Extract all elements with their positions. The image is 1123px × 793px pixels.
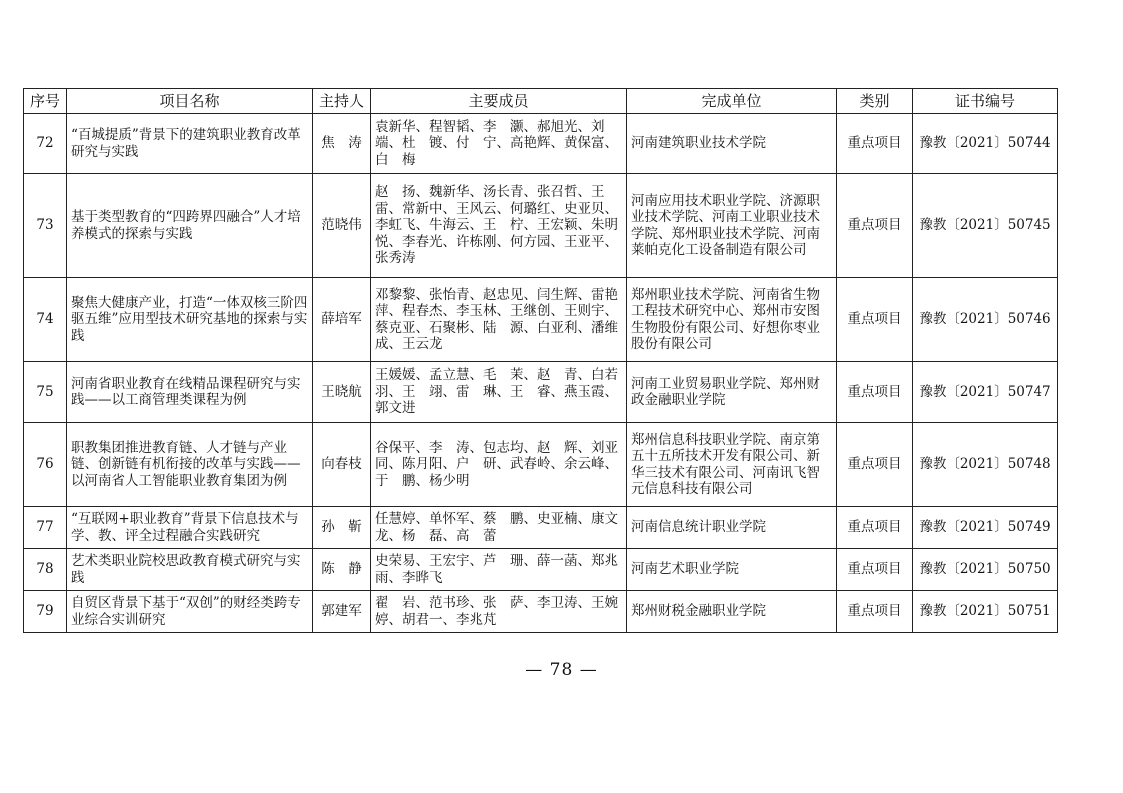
row-members: 史荣易、王宏宇、芦 珊、薛一菡、郑兆雨、李晔飞 <box>371 549 627 591</box>
row-category: 重点项目 <box>837 278 913 362</box>
row-members: 翟 岩、范书珍、张 萨、李卫涛、王婉婷、胡君一、李兆芃 <box>371 591 627 633</box>
row-members: 邓黎黎、张怡青、赵忠见、闫生辉、雷艳萍、程春杰、李玉林、王继创、王则宇、蔡克亚、石聚彬、陆 源、白亚利、潘维成、王云龙 <box>371 278 627 362</box>
row-host: 郭建军 <box>313 591 371 633</box>
row-cert-no: 豫教〔2021〕50747 <box>913 362 1058 423</box>
row-no: 74 <box>24 278 67 362</box>
row-project-name: 聚焦大健康产业，打造“一体双核三阶四驱五维”应用型技术研究基地的探索与实践 <box>67 278 313 362</box>
row-cert-no: 豫教〔2021〕50749 <box>913 507 1058 549</box>
row-category: 重点项目 <box>837 174 913 278</box>
row-unit: 河南艺术职业学院 <box>627 549 837 591</box>
row-project-name: 基于类型教育的“四跨界四融合”人才培养模式的探索与实践 <box>67 174 313 278</box>
row-project-name: 自贸区背景下基于“双创”的财经类跨专业综合实训研究 <box>67 591 313 633</box>
table-row <box>24 114 1058 174</box>
table-row <box>24 278 1058 362</box>
row-project-name: “互联网+职业教育”背景下信息技术与学、教、评全过程融合实践研究 <box>67 507 313 549</box>
row-no: 75 <box>24 362 67 423</box>
row-host: 王晓航 <box>313 362 371 423</box>
row-cert-no: 豫教〔2021〕50751 <box>913 591 1058 633</box>
row-host: 焦 涛 <box>313 114 371 174</box>
row-project-name: “百城提质”背景下的建筑职业教育改革研究与实践 <box>67 114 313 174</box>
row-host: 范晓伟 <box>313 174 371 278</box>
row-cert-no: 豫教〔2021〕50744 <box>913 114 1058 174</box>
row-host: 陈 静 <box>313 549 371 591</box>
table-row <box>24 174 1058 278</box>
awards-table <box>23 88 1058 633</box>
row-host: 薛培军 <box>313 278 371 362</box>
row-unit: 郑州财税金融职业学院 <box>627 591 837 633</box>
row-members: 赵 扬、魏新华、汤长青、张召哲、王 雷、常新中、王风云、何璐红、史亚贝、李虹飞、牛海云、王 柠、王宏颖、朱明悦、李春光、许栋刚、何方园、王亚平、张秀涛 <box>371 174 627 278</box>
row-unit: 郑州信息科技职业学院、南京第五十五所技术开发有限公司、新华三技术有限公司、河南讯飞智元信息科技有限公司 <box>627 423 837 507</box>
table-row <box>24 507 1058 549</box>
row-members: 袁新华、程智韬、李 灏、郝旭光、刘 端、杜 镀、付 宁、高艳辉、黄保富、白 梅 <box>371 114 627 174</box>
row-no: 76 <box>24 423 67 507</box>
row-no: 79 <box>24 591 67 633</box>
table-row <box>24 591 1058 633</box>
header-no: 序号 <box>24 89 67 114</box>
row-cert-no: 豫教〔2021〕50745 <box>913 174 1058 278</box>
header-members: 主要成员 <box>371 89 627 114</box>
page-number: — 78 — <box>525 660 598 680</box>
header-project-name: 项目名称 <box>67 89 313 114</box>
row-category: 重点项目 <box>837 549 913 591</box>
header-unit: 完成单位 <box>627 89 837 114</box>
row-members: 王媛媛、孟立慧、毛 茉、赵 青、白若羽、王 翊、雷 琳、王 睿、燕玉霞、郭文进 <box>371 362 627 423</box>
row-members: 任慧婷、单怀军、蔡 鹏、史亚楠、康文龙、杨 磊、高 蕾 <box>371 507 627 549</box>
table-row <box>24 549 1058 591</box>
row-unit: 郑州职业技术学院、河南省生物工程技术研究中心、郑州市安图生物股份有限公司、好想你枣业股份有限公司 <box>627 278 837 362</box>
row-category: 重点项目 <box>837 507 913 549</box>
row-unit: 河南信息统计职业学院 <box>627 507 837 549</box>
table-row <box>24 362 1058 423</box>
row-unit: 河南建筑职业技术学院 <box>627 114 837 174</box>
header-host: 主持人 <box>313 89 371 114</box>
table-header-row <box>24 89 1058 114</box>
row-cert-no: 豫教〔2021〕50748 <box>913 423 1058 507</box>
row-project-name: 河南省职业教育在线精品课程研究与实践——以工商管理类课程为例 <box>67 362 313 423</box>
row-category: 重点项目 <box>837 423 913 507</box>
header-category: 类别 <box>837 89 913 114</box>
header-cert-no: 证书编号 <box>913 89 1058 114</box>
row-category: 重点项目 <box>837 114 913 174</box>
row-cert-no: 豫教〔2021〕50746 <box>913 278 1058 362</box>
row-unit: 河南工业贸易职业学院、郑州财政金融职业学院 <box>627 362 837 423</box>
row-no: 78 <box>24 549 67 591</box>
row-host: 向春枝 <box>313 423 371 507</box>
row-host: 孙 靳 <box>313 507 371 549</box>
row-project-name: 艺术类职业院校思政教育模式研究与实践 <box>67 549 313 591</box>
row-category: 重点项目 <box>837 362 913 423</box>
table-row <box>24 423 1058 507</box>
row-no: 77 <box>24 507 67 549</box>
row-category: 重点项目 <box>837 591 913 633</box>
row-members: 谷保平、李 涛、包志均、赵 辉、刘亚同、陈月阳、户 研、武春岭、余云峰、于 鹏、杨少明 <box>371 423 627 507</box>
row-project-name: 职教集团推进教育链、人才链与产业链、创新链有机衔接的改革与实践——以河南省人工智能职业教育集团为例 <box>67 423 313 507</box>
row-no: 73 <box>24 174 67 278</box>
row-cert-no: 豫教〔2021〕50750 <box>913 549 1058 591</box>
row-unit: 河南应用技术职业学院、济源职业技术学院、河南工业职业技术学院、郑州职业技术学院、河南莱帕克化工设备制造有限公司 <box>627 174 837 278</box>
row-no: 72 <box>24 114 67 174</box>
